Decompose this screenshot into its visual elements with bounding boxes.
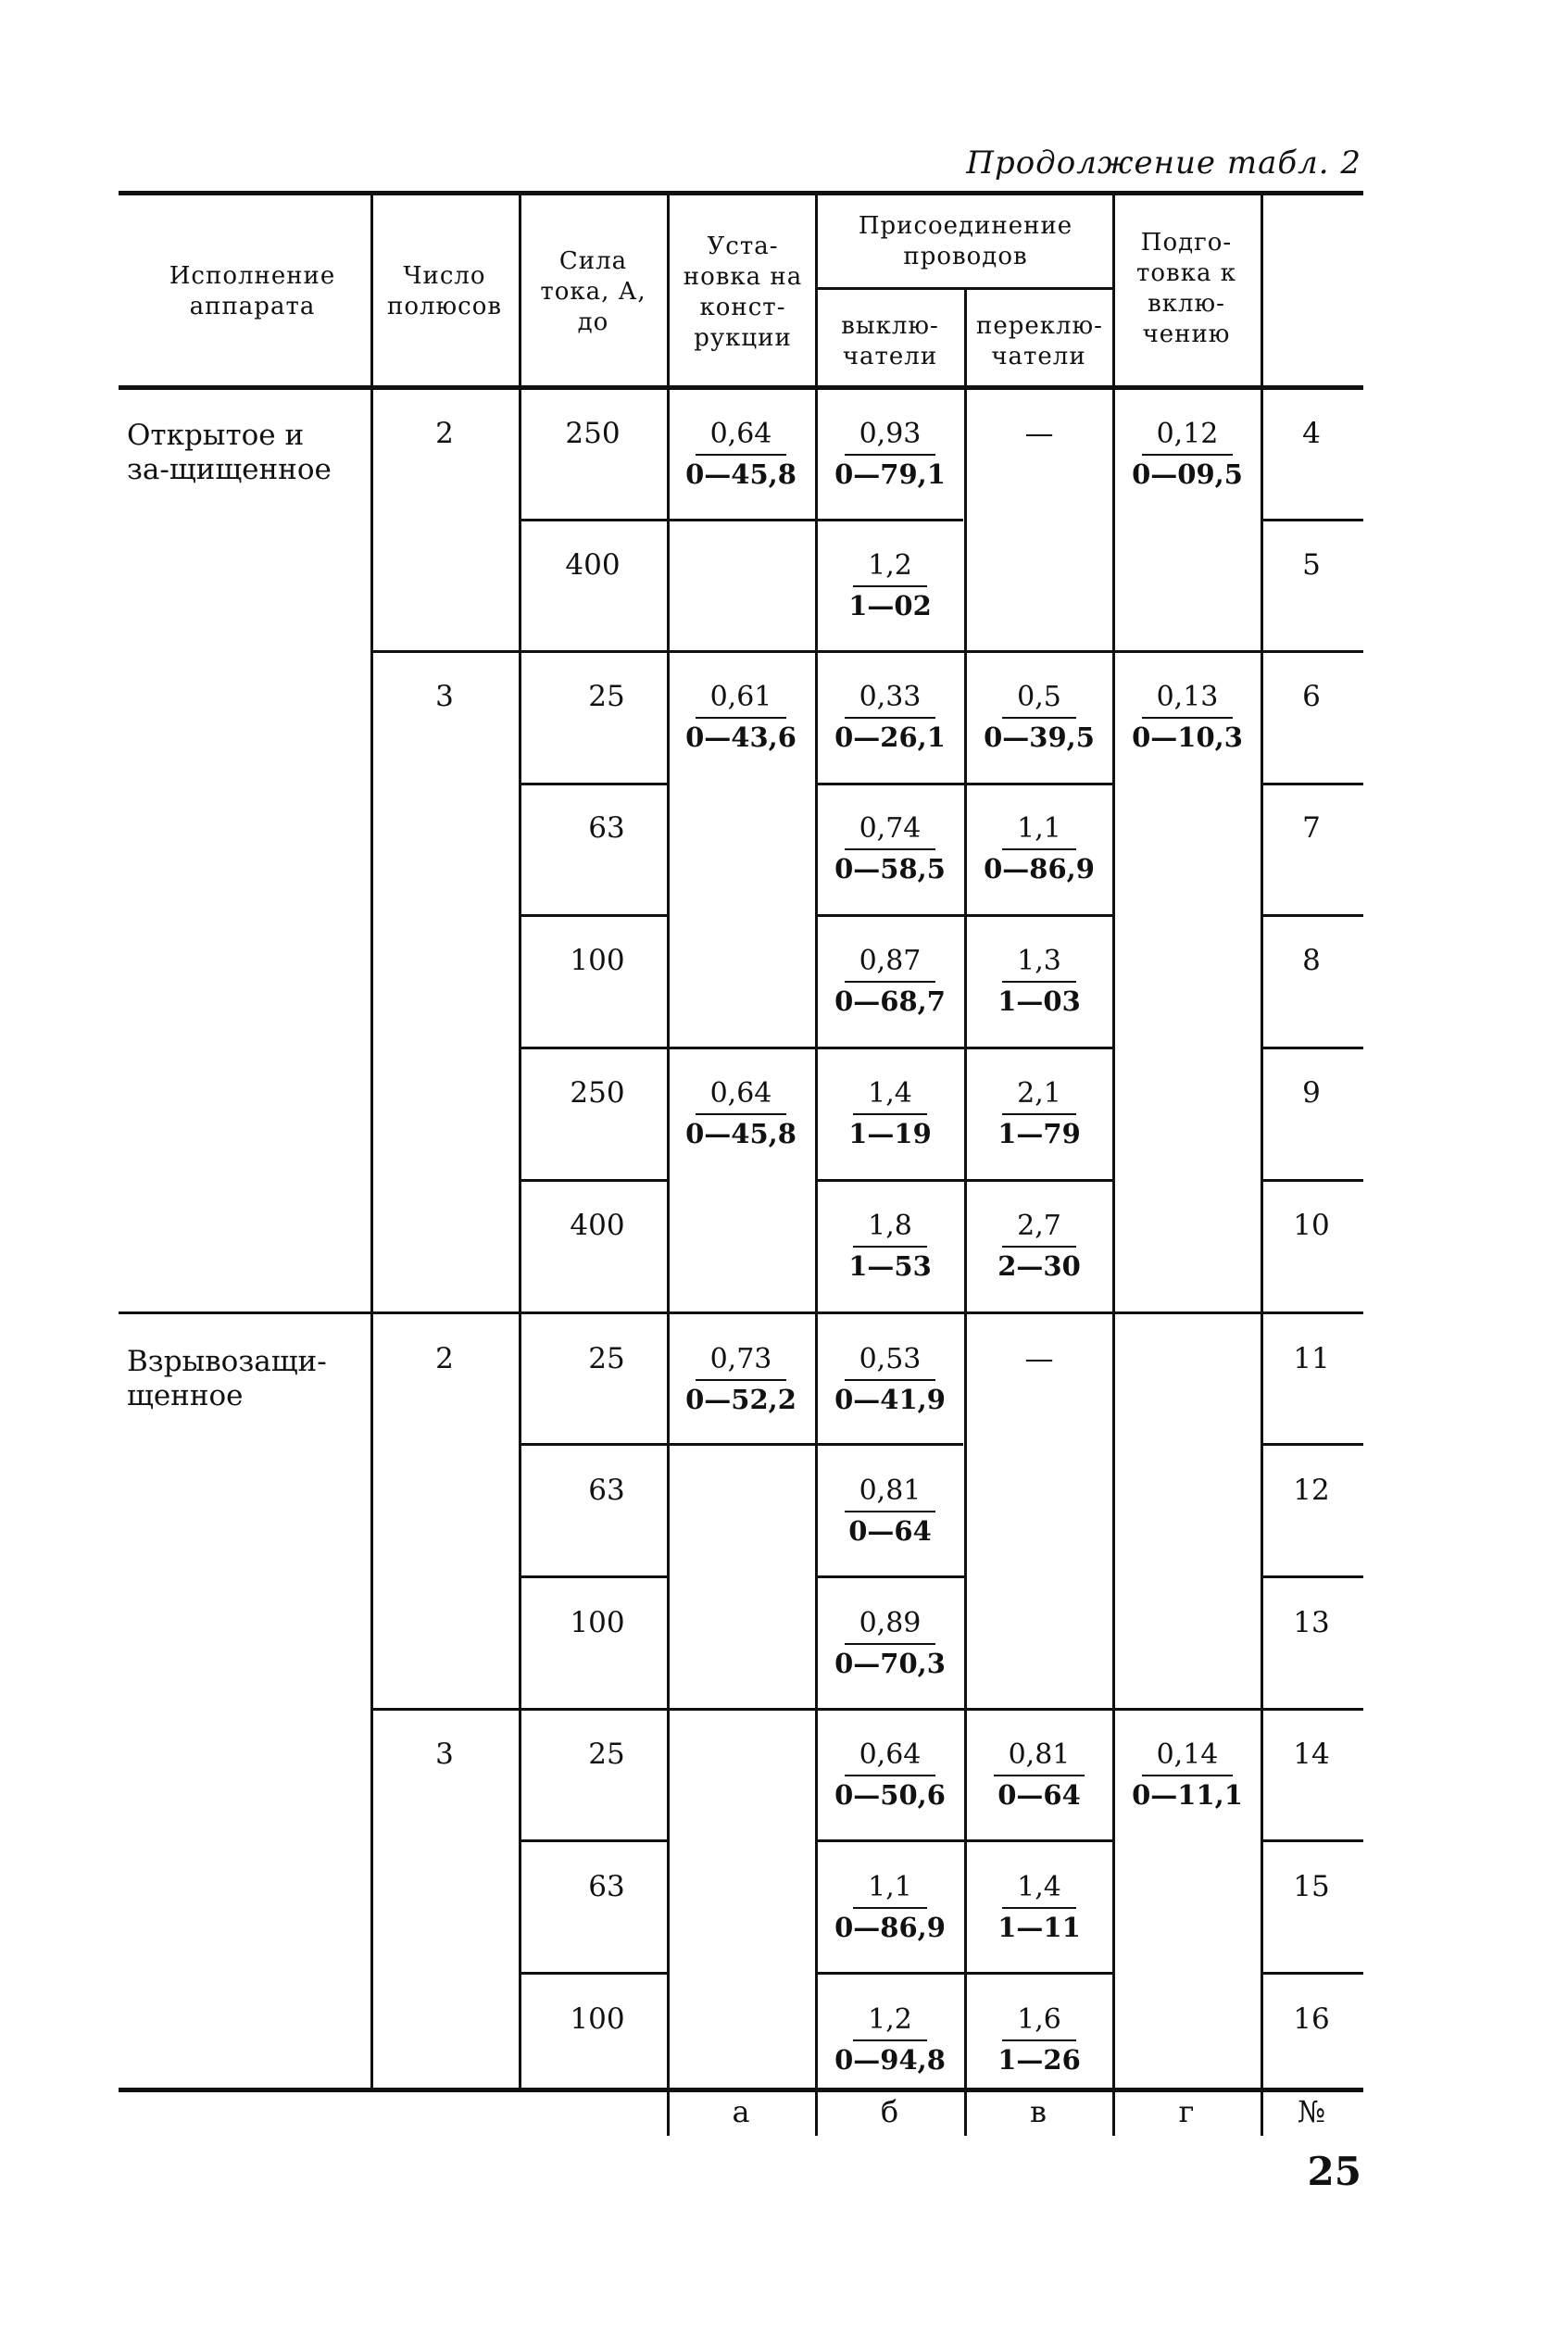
row-rule [1261,519,1363,521]
fraction-denominator: 1—11 [997,1912,1081,1943]
row-rule [519,1972,667,1975]
fraction-cell-g [1114,419,1261,491]
poles-value: 3 [435,1738,454,1771]
fraction-denominator: 0—94,8 [834,2044,946,2076]
current-value: 100 [570,944,625,977]
fraction-cell-v [966,813,1112,885]
row-number: 7 [1302,811,1321,845]
current-value: 400 [570,1209,625,1242]
fraction-denominator: 0—45,8 [685,1118,797,1149]
fraction-denominator: 0—86,9 [834,1912,946,1943]
fraction-cell-b [817,1078,963,1150]
fraction-numerator: 1,8 [853,1211,927,1248]
fraction-cell-b [817,1475,963,1548]
row-rule [519,1575,667,1578]
fraction-numerator: 0,14 [1142,1739,1234,1776]
current-value: 250 [565,417,621,450]
row-rule [1261,914,1363,917]
current-value: 25 [588,680,625,713]
row-rule [1261,1972,1363,1975]
fraction-numerator: 0,64 [696,419,787,456]
fraction-numerator: 1,1 [1002,813,1076,850]
row-rule [1261,1839,1363,1842]
page-number: 25 [1307,2149,1361,2194]
fraction-cell-v [966,1211,1112,1283]
fraction-denominator: 0—50,6 [834,1779,946,1811]
fraction-numerator: 1,2 [853,2004,927,2041]
fraction-numerator: 0,74 [845,813,936,850]
current-value: 400 [565,548,621,582]
header-ispolnenie: Исполнение аппарата [169,262,336,320]
row-number: 15 [1293,1870,1330,1903]
fraction-cell-v [966,1739,1112,1812]
row-rule [119,1311,1363,1314]
fraction-denominator: 0—11,1 [1132,1779,1243,1811]
row-number: 12 [1293,1474,1330,1507]
group-label: Взрывозащи-щенное [127,1345,327,1412]
column-rule [1261,191,1263,2136]
row-number: 14 [1293,1738,1330,1771]
fraction-cell-a [668,419,814,491]
fraction-denominator: 1—02 [848,590,932,621]
fraction-numerator: 0,12 [1142,419,1234,456]
current-value: 25 [588,1738,625,1771]
fraction-cell-v [966,1078,1112,1150]
empty-dash: — [1024,417,1054,450]
header-chislo-polyusov: Число полюсов [387,262,502,320]
fraction-denominator: 1—19 [848,1118,932,1149]
fraction-numerator: 0,73 [696,1344,787,1381]
fraction-cell-a [668,682,814,754]
fraction-numerator: 0,33 [845,682,936,719]
fraction-denominator: 2—30 [997,1250,1081,1282]
column-rule [370,191,373,2089]
fraction-numerator: 0,81 [994,1739,1085,1776]
current-value: 100 [570,1606,625,1639]
fraction-cell-v [966,2004,1112,2077]
fraction-denominator: 0—79,1 [834,458,946,490]
header-vyklyuchateli: выклю-чатели [841,312,939,370]
fraction-cell-g [1114,1739,1261,1812]
fraction-numerator: 0,5 [1002,682,1076,719]
row-rule [519,1443,963,1446]
header-podgotovka: Подго-товка к вклю-чению [1136,229,1236,348]
row-number: 9 [1302,1076,1321,1110]
fraction-cell-b [817,682,963,754]
row-number: 11 [1293,1342,1330,1375]
column-rule [519,191,521,2089]
fraction-cell-b [817,813,963,885]
poles-value: 2 [435,417,454,450]
table-caption: Продолжение табл. 2 [966,144,1361,182]
table-top-rule [119,191,1363,195]
fraction-denominator: 0—70,3 [834,1648,946,1679]
fraction-cell-v [966,946,1112,1018]
row-rule [1261,783,1363,785]
row-number: 8 [1302,944,1321,977]
header-sila-toka: Сила тока, А, до [540,247,646,336]
fraction-cell-b [817,1344,963,1416]
fraction-denominator: 0—43,6 [685,722,797,753]
row-number: 13 [1293,1606,1330,1639]
fraction-numerator: 1,1 [853,1872,927,1909]
row-rule [519,914,667,917]
fraction-numerator: 0,13 [1142,682,1234,719]
row-number: 5 [1302,548,1321,582]
footer-label-g: г [1178,2094,1195,2129]
table-bottom-rule [119,2088,1363,2092]
fraction-numerator: 1,6 [1002,2004,1076,2041]
current-value: 63 [588,1474,625,1507]
poles-value: 3 [435,680,454,713]
row-number: 10 [1293,1209,1330,1242]
current-value: 100 [570,2002,625,2036]
current-value: 25 [588,1342,625,1375]
footer-label-b: б [880,2094,899,2129]
fraction-denominator: 0—39,5 [984,722,1095,753]
header-prisoedinenie: Присоединение проводов [858,212,1073,270]
current-value: 63 [588,1870,625,1903]
row-rule [519,1839,667,1842]
row-rule [519,783,667,785]
fraction-numerator: 0,61 [696,682,787,719]
fraction-numerator: 2,1 [1002,1078,1076,1115]
fraction-numerator: 1,2 [853,550,927,587]
fraction-numerator: 0,87 [845,946,936,983]
footer-label-v: в [1029,2094,1047,2129]
fraction-denominator: 1—53 [848,1250,932,1282]
empty-dash: — [1024,1342,1054,1375]
fraction-cell-b [817,419,963,491]
fraction-numerator: 1,4 [853,1078,927,1115]
fraction-denominator: 0—58,5 [834,853,946,885]
fraction-cell-v [966,1872,1112,1944]
fraction-cell-g [1114,682,1261,754]
poles-value: 2 [435,1342,454,1375]
fraction-numerator: 0,89 [845,1608,936,1645]
fraction-cell-a [668,1078,814,1150]
fraction-numerator: 2,7 [1002,1211,1076,1248]
header-bottom-rule [119,385,1363,390]
fraction-cell-b [817,1872,963,1944]
current-value: 63 [588,811,625,845]
fraction-denominator: 1—79 [997,1118,1081,1149]
fraction-numerator: 0,81 [845,1475,936,1512]
fraction-numerator: 1,4 [1002,1872,1076,1909]
fraction-cell-v [966,682,1112,754]
fraction-denominator: 0—26,1 [834,722,946,753]
fraction-numerator: 0,53 [845,1344,936,1381]
row-number: 6 [1302,680,1321,713]
row-rule [1261,1047,1363,1049]
current-value: 250 [570,1076,625,1110]
row-rule [519,519,963,521]
footer-label-no: № [1297,2094,1326,2129]
footer-label-a: а [732,2094,750,2129]
fraction-denominator: 0—10,3 [1132,722,1243,753]
row-rule [1261,1179,1363,1182]
header-ustanovka: Уста-новка на конст-рукции [683,232,803,352]
row-rule [519,1179,667,1182]
fraction-cell-b [817,1739,963,1812]
fraction-denominator: 0—09,5 [1132,458,1243,490]
fraction-cell-b [817,1608,963,1680]
fraction-denominator: 1—03 [997,985,1081,1017]
fraction-denominator: 0—68,7 [834,985,946,1017]
fraction-cell-b [817,550,963,622]
fraction-denominator: 0—41,9 [834,1384,946,1415]
fraction-cell-b [817,2004,963,2077]
fraction-cell-b [817,1211,963,1283]
fraction-numerator: 1,3 [1002,946,1076,983]
fraction-denominator: 1—26 [997,2044,1081,2076]
row-number: 16 [1293,2002,1330,2036]
row-rule [816,1575,964,1578]
fraction-denominator: 0—64 [848,1515,932,1547]
fraction-cell-a [668,1344,814,1416]
fraction-denominator: 0—52,2 [685,1384,797,1415]
fraction-denominator: 0—45,8 [685,458,797,490]
fraction-numerator: 0,64 [696,1078,787,1115]
row-rule [1261,1575,1363,1578]
fraction-denominator: 0—64 [997,1779,1081,1811]
fraction-cell-b [817,946,963,1018]
group-label: Открытое и за-щищенное [127,419,332,486]
fraction-numerator: 0,93 [845,419,936,456]
row-number: 4 [1302,417,1321,450]
fraction-numerator: 0,64 [845,1739,936,1776]
fraction-denominator: 0—86,9 [984,853,1095,885]
row-rule [1261,1443,1363,1446]
header-pereklyuchateli: переклю-чатели [976,312,1103,370]
